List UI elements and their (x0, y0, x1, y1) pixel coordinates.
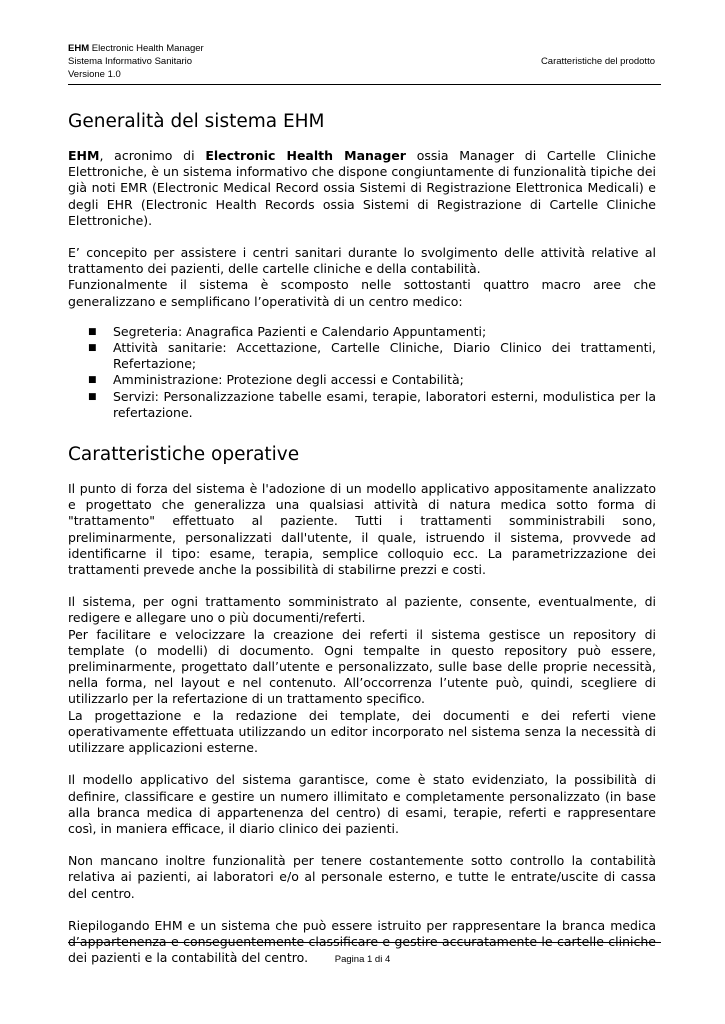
bullet-square-icon: ■ (88, 343, 97, 354)
section-2-paragraph-4: Non mancano inoltre funzionalità per tenere costantemente sotto controllo la contabilità relativa ai pazienti, ai laboratori e/o al personale esterno, e tutte le entrate/uscite di cassa del centro. (68, 853, 656, 901)
section-2-paragraph-2c: La progettazione e la redazione dei template, dei documenti e dei referti viene operativamente effettuata utilizzando un editor incorporato nel sistema senza la necessità di utilizzare applicazioni esterne. (68, 707, 656, 756)
section-2-heading: Caratteristiche operative (68, 444, 300, 466)
header-line-1 (68, 42, 661, 55)
section-2-paragraph-5: Riepilogando EHM e un sistema che può essere istruito per rappresentare la branca medica d’appartenenza e conseguentemente classificare e gestire accuratamente le cartelle cliniche dei pazienti e la contabilità del centro. (68, 917, 656, 966)
header-line-2: Sistema Informativo Sanitario (68, 56, 193, 67)
section-1-intro-paragraph (68, 148, 656, 229)
page-number: Pagina 1 di 4 (334, 954, 391, 965)
bullet-square-icon: ■ (88, 375, 97, 386)
section-2-paragraph-3: Il modello applicativo del sistema garantisce, come è stato evidenziato, la possibilità di definire, classificare e gestire un numero illimitato e completamente personalizzato (in base alla branca medica di appartenenza del centro) di esami, terapie, referti e rappresentare così, in maniera efficace, il diario clinico dei pazienti. (68, 772, 656, 836)
header-divider (68, 84, 661, 85)
list-item (68, 372, 656, 388)
intro-text-1: , acronimo di (99, 148, 206, 163)
header-section-title: Caratteristiche del prodotto (540, 56, 655, 67)
intro-bold-name: Electronic Health Manager (205, 148, 406, 163)
intro-text-2: ossia Manager di Cartelle Cliniche Elettroniche, è un sistema informativo che dispone congiuntamente di funzionalità tipiche dei già noti EMR (Electronic Medical Record ossia Sistemi di Registrazione Elettronica Medicali) e degli EHR (Electronic Health Records ossia Sistemi di Registrazione di Cartelle Cliniche Elettroniche). (68, 148, 656, 228)
section-1-paragraph-2b: Funzionalmente il sistema è scomposto nelle sottostanti quattro macro aree che generalizzano e semplificano l’operatività di un centro medico: (68, 277, 656, 309)
list-item (68, 324, 656, 340)
list-item-text: Amministrazione: Protezione degli accessi e Contabilità; (113, 372, 464, 388)
list-item-text: Attività sanitarie: Accettazione, Cartelle Cliniche, Diario Clinico dei trattamenti, Refertazione; (113, 340, 656, 372)
macro-areas-list (68, 324, 656, 421)
list-item (68, 389, 656, 421)
header-app-name: Electronic Health Manager (89, 43, 204, 54)
section-2-paragraph-2a: Il sistema, per ogni trattamento somministrato al paziente, consente, eventualmente, di redigere e allegare uno o più documenti/referti. (68, 594, 656, 626)
bullet-square-icon: ■ (88, 391, 97, 402)
section-1-heading: Generalità del sistema EHM (68, 111, 325, 132)
section-2-paragraph-2b: Per facilitare e velocizzare la creazione dei referti il sistema gestisce un repository di template (o modelli) di documento. Ogni tempalte in questo repository può essere, preliminarmente, progettato dall’utente e personalizzato, sulle base delle proprie necessità, nella forma, nel layout e nel contenuto. All’occorrenza l’utente può, quindi, scegliere di utilizzarlo per la refertazione di un trattamento specifico. (68, 626, 656, 707)
section-2-paragraph-1: Il punto di forza del sistema è l'adozione di un modello applicativo appositamente analizzato e progettato che generalizza una qualsiasi attività di natura medica sotto forma di "trattamento" effettuato al paziente. Tutti i trattamenti somministrabili sono, preliminarmente, personalizzati dall'utente, il quale, istruendo il sistema, provvede ad identificarne il tipo: esame, terapia, semplice colloquio ecc. La parametrizzazione dei trattamenti prevede anche la possibilità di stabilirne prezzi e costi. (68, 481, 656, 578)
page-header (68, 42, 661, 86)
header-version: Versione 1.0 (68, 69, 121, 80)
section-1-paragraph-2a: E’ concepito per assistere i centri sanitari durante lo svolgimento delle attività relative al trattamento dei pazienti, delle cartelle cliniche e della contabilità. (68, 245, 656, 277)
bullet-square-icon: ■ (88, 326, 97, 337)
list-item-text: Servizi: Personalizzazione tabelle esami, terapie, laboratori esterni, modulistica per la refertazione. (113, 388, 656, 420)
list-item-text: Segreteria: Anagrafica Pazienti e Calendario Appuntamenti; (113, 323, 487, 339)
footer-divider (68, 942, 661, 943)
list-item (68, 340, 656, 372)
header-brand: EHM (68, 43, 90, 54)
intro-bold-ehm: EHM (68, 148, 100, 163)
page-content (68, 110, 656, 966)
